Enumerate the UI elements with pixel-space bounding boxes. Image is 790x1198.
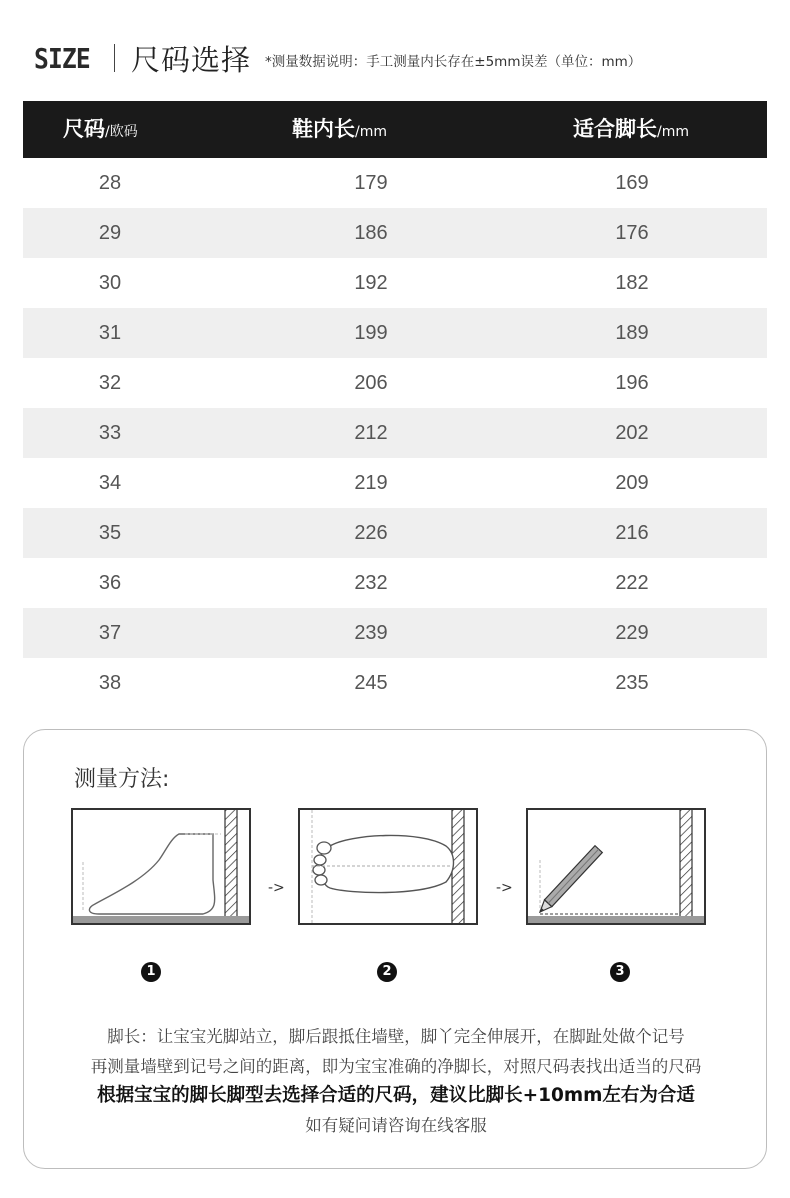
method-line-4: 如有疑问请咨询在线客服 xyxy=(305,1116,487,1135)
foot-length-cell: 222 xyxy=(615,572,649,594)
foot-top-illustration xyxy=(298,808,478,925)
table-row xyxy=(23,358,767,408)
size-cell: 34 xyxy=(98,472,122,494)
size-cell: 38 xyxy=(98,672,122,694)
size-cell: 28 xyxy=(98,172,122,194)
foot-length-cell: 176 xyxy=(615,222,649,244)
header-divider xyxy=(114,44,115,72)
measurement-note: *测量数据说明：手工测量内长存在±5mm误差（单位：mm） xyxy=(265,54,642,70)
foot-length-cell: 169 xyxy=(615,172,649,194)
method-title: 测量方法: xyxy=(74,767,170,792)
size-cell: 29 xyxy=(98,222,122,244)
size-cell: 36 xyxy=(98,572,122,594)
inner-length-cell: 186 xyxy=(354,222,388,244)
inner-length-cell: 206 xyxy=(354,372,388,394)
size-word: SIZE xyxy=(34,41,90,75)
inner-length-cell: 232 xyxy=(354,572,388,594)
size-cell: 37 xyxy=(98,622,122,644)
page-title: 尺码选择 xyxy=(131,42,252,77)
inner-length-cell: 199 xyxy=(354,322,388,344)
foot-side-illustration xyxy=(71,808,251,925)
size-cell: 31 xyxy=(98,322,122,344)
size-cell: 33 xyxy=(98,422,122,444)
inner-length-cell: 239 xyxy=(354,622,388,644)
table-row xyxy=(23,458,767,508)
inner-length-cell: 212 xyxy=(354,422,388,444)
foot-length-cell: 189 xyxy=(615,322,649,344)
inner-length-cell: 192 xyxy=(354,272,388,294)
table-row xyxy=(23,608,767,658)
foot-length-cell: 209 xyxy=(615,472,649,494)
step-2-badge: 2 xyxy=(377,962,397,982)
pencil-mark-illustration xyxy=(526,808,706,925)
column-header-inner-length: 鞋内长/mm xyxy=(292,117,387,141)
arrow-2: -> xyxy=(496,880,513,896)
table-row xyxy=(23,658,767,708)
foot-length-cell: 216 xyxy=(615,522,649,544)
inner-length-cell: 179 xyxy=(354,172,388,194)
method-line-1: 脚长：让宝宝光脚站立，脚后跟抵住墙壁，脚丫完全伸展开，在脚趾处做个记号 xyxy=(107,1027,685,1046)
table-row xyxy=(23,308,767,358)
foot-length-cell: 235 xyxy=(615,672,649,694)
foot-length-cell: 202 xyxy=(615,422,649,444)
table-row xyxy=(23,508,767,558)
table-body xyxy=(23,158,767,708)
table-row xyxy=(23,408,767,458)
method-line-3: 根据宝宝的脚长脚型去选择合适的尺码，建议比脚长+10mm左右为合适 xyxy=(97,1085,695,1106)
table-row xyxy=(23,258,767,308)
step-1-badge: 1 xyxy=(141,962,161,982)
column-header-foot-length: 适合脚长/mm xyxy=(573,117,689,141)
column-header-size: 尺码/欧码 xyxy=(63,117,138,141)
inner-length-cell: 226 xyxy=(354,522,388,544)
page-header xyxy=(34,38,641,78)
size-cell: 35 xyxy=(98,522,122,544)
table-row xyxy=(23,158,767,208)
table-row xyxy=(23,208,767,258)
method-line-2: 再测量墙壁到记号之间的距离，即为宝宝准确的净脚长，对照尺码表找出适当的尺码 xyxy=(90,1057,702,1076)
size-table xyxy=(23,101,767,708)
table-header xyxy=(23,101,767,158)
arrow-1: -> xyxy=(268,880,285,896)
step-3-badge: 3 xyxy=(610,962,630,982)
size-cell: 32 xyxy=(98,372,122,394)
table-row xyxy=(23,558,767,608)
measurement-method-panel xyxy=(23,729,767,1169)
foot-length-cell: 182 xyxy=(615,272,649,294)
foot-length-cell: 229 xyxy=(615,622,649,644)
inner-length-cell: 219 xyxy=(354,472,388,494)
size-cell: 30 xyxy=(98,272,122,294)
foot-length-cell: 196 xyxy=(615,372,649,394)
inner-length-cell: 245 xyxy=(354,672,388,694)
